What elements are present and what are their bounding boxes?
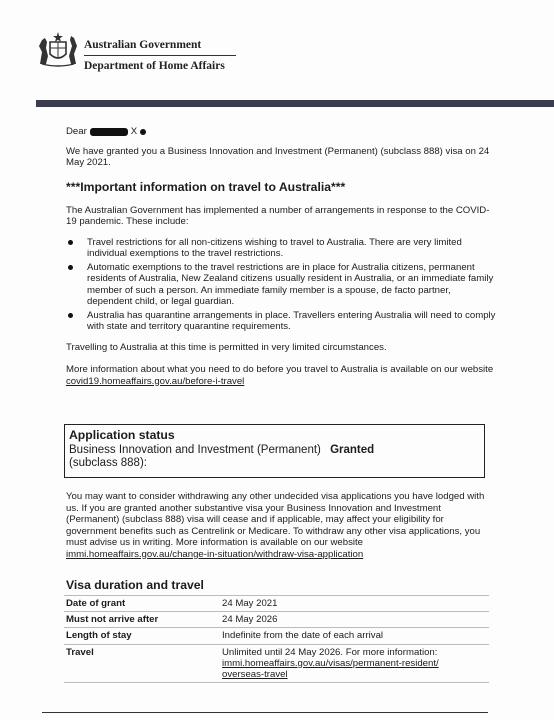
row-value [220,644,489,683]
overseas-travel-link-line1[interactable]: immi.homeaffairs.gov.au/visas/permanent-resident/ [222,657,439,669]
visa-duration-title: Visa duration and travel [66,578,204,592]
header-band [36,100,554,107]
row-value: 24 May 2021 [220,596,489,612]
table-row [64,644,489,683]
department-name: Department of Home Affairs [84,60,225,72]
overseas-travel-link-line2[interactable]: overseas-travel [222,669,288,681]
more-info-text: More information about what you need to do before you travel to Australia is available on our website [66,364,494,375]
list-item: Travel restrictions for all non-citizens wishing to travel to Australia. There are very limited individual exemptions to the travel restrictions. [66,237,496,260]
visa-duration-table [64,595,489,683]
visa-name: Business Innovation and Investment (Permanent) [69,444,321,456]
withdraw-paragraph [66,491,490,560]
salutation-text: Dear [66,126,87,137]
more-info-paragraph [66,364,496,387]
important-heading: ***Important information on travel to Australia*** [66,179,346,194]
letter-body [66,122,496,387]
travelling-note: Travelling to Australia at this time is permitted in very limited circumstances. [66,341,387,353]
table-row [64,596,489,612]
travel-arrangements-list [66,237,496,333]
row-value: Indefinite from the date of each arrival [220,628,489,644]
header-rule [84,55,236,56]
row-value: 24 May 2026 [220,612,489,628]
intro-paragraph: The Australian Government has implemented a number of arrangements in response to the COVID-19 pandemic. These include: [66,204,490,227]
travel-value-text: Unlimited until 24 May 2026. For more information: [222,646,438,658]
visa-status-row [69,444,484,457]
salutation [66,126,496,138]
before-travel-link[interactable]: covid19.homeaffairs.gov.au/before-i-travel [66,375,245,387]
withdraw-application-link[interactable]: immi.homeaffairs.gov.au/change-in-situation/withdraw-visa-application [66,548,364,560]
redacted-name [90,128,128,136]
table-row [64,612,489,628]
application-status-box [64,424,485,478]
footer-rule [42,712,488,713]
government-name: Australian Government [84,39,202,51]
row-label: Length of stay [64,628,220,644]
status-badge: Granted [330,444,375,456]
coat-of-arms-icon [36,30,80,68]
table-row [64,628,489,644]
row-label: Date of grant [64,596,220,612]
withdraw-text: You may want to consider withdrawing any other undecided visa applications you have lodged with us. If you are granted another substantive visa your Business Innovation and Investment (Permanent) (subclass 888) visa will cease and if applicable, may affect your eligibility for government benefits such as Centrelink or Medicare. To withdraw any other visa applications, you must advise us in writing. More information is available on our website [66,491,485,548]
visa-subclass: (subclass 888): [69,457,147,469]
redacted-mark [140,129,146,135]
list-item: Australia has quarantine arrangements in place. Travellers entering Australia will need to comply with state and territory quarantine requirements. [66,310,496,333]
row-label: Must not arrive after [64,612,220,628]
salutation-suffix: X [130,126,138,137]
grant-statement: We have granted you a Business Innovation and Investment (Permanent) (subclass 888) visa on 24 May 2021. [66,145,490,168]
list-item: Automatic exemptions to the travel restrictions are in place for Australia citizens, permanent residents of Australia, New Zealand citizens usually resident in Australia, or an immediate family member of such a person. An immediate family member is a spouse, de facto partner, dependent child, or legal guardian. [66,262,496,308]
row-label: Travel [64,644,220,683]
application-status-title: Application status [69,428,175,442]
